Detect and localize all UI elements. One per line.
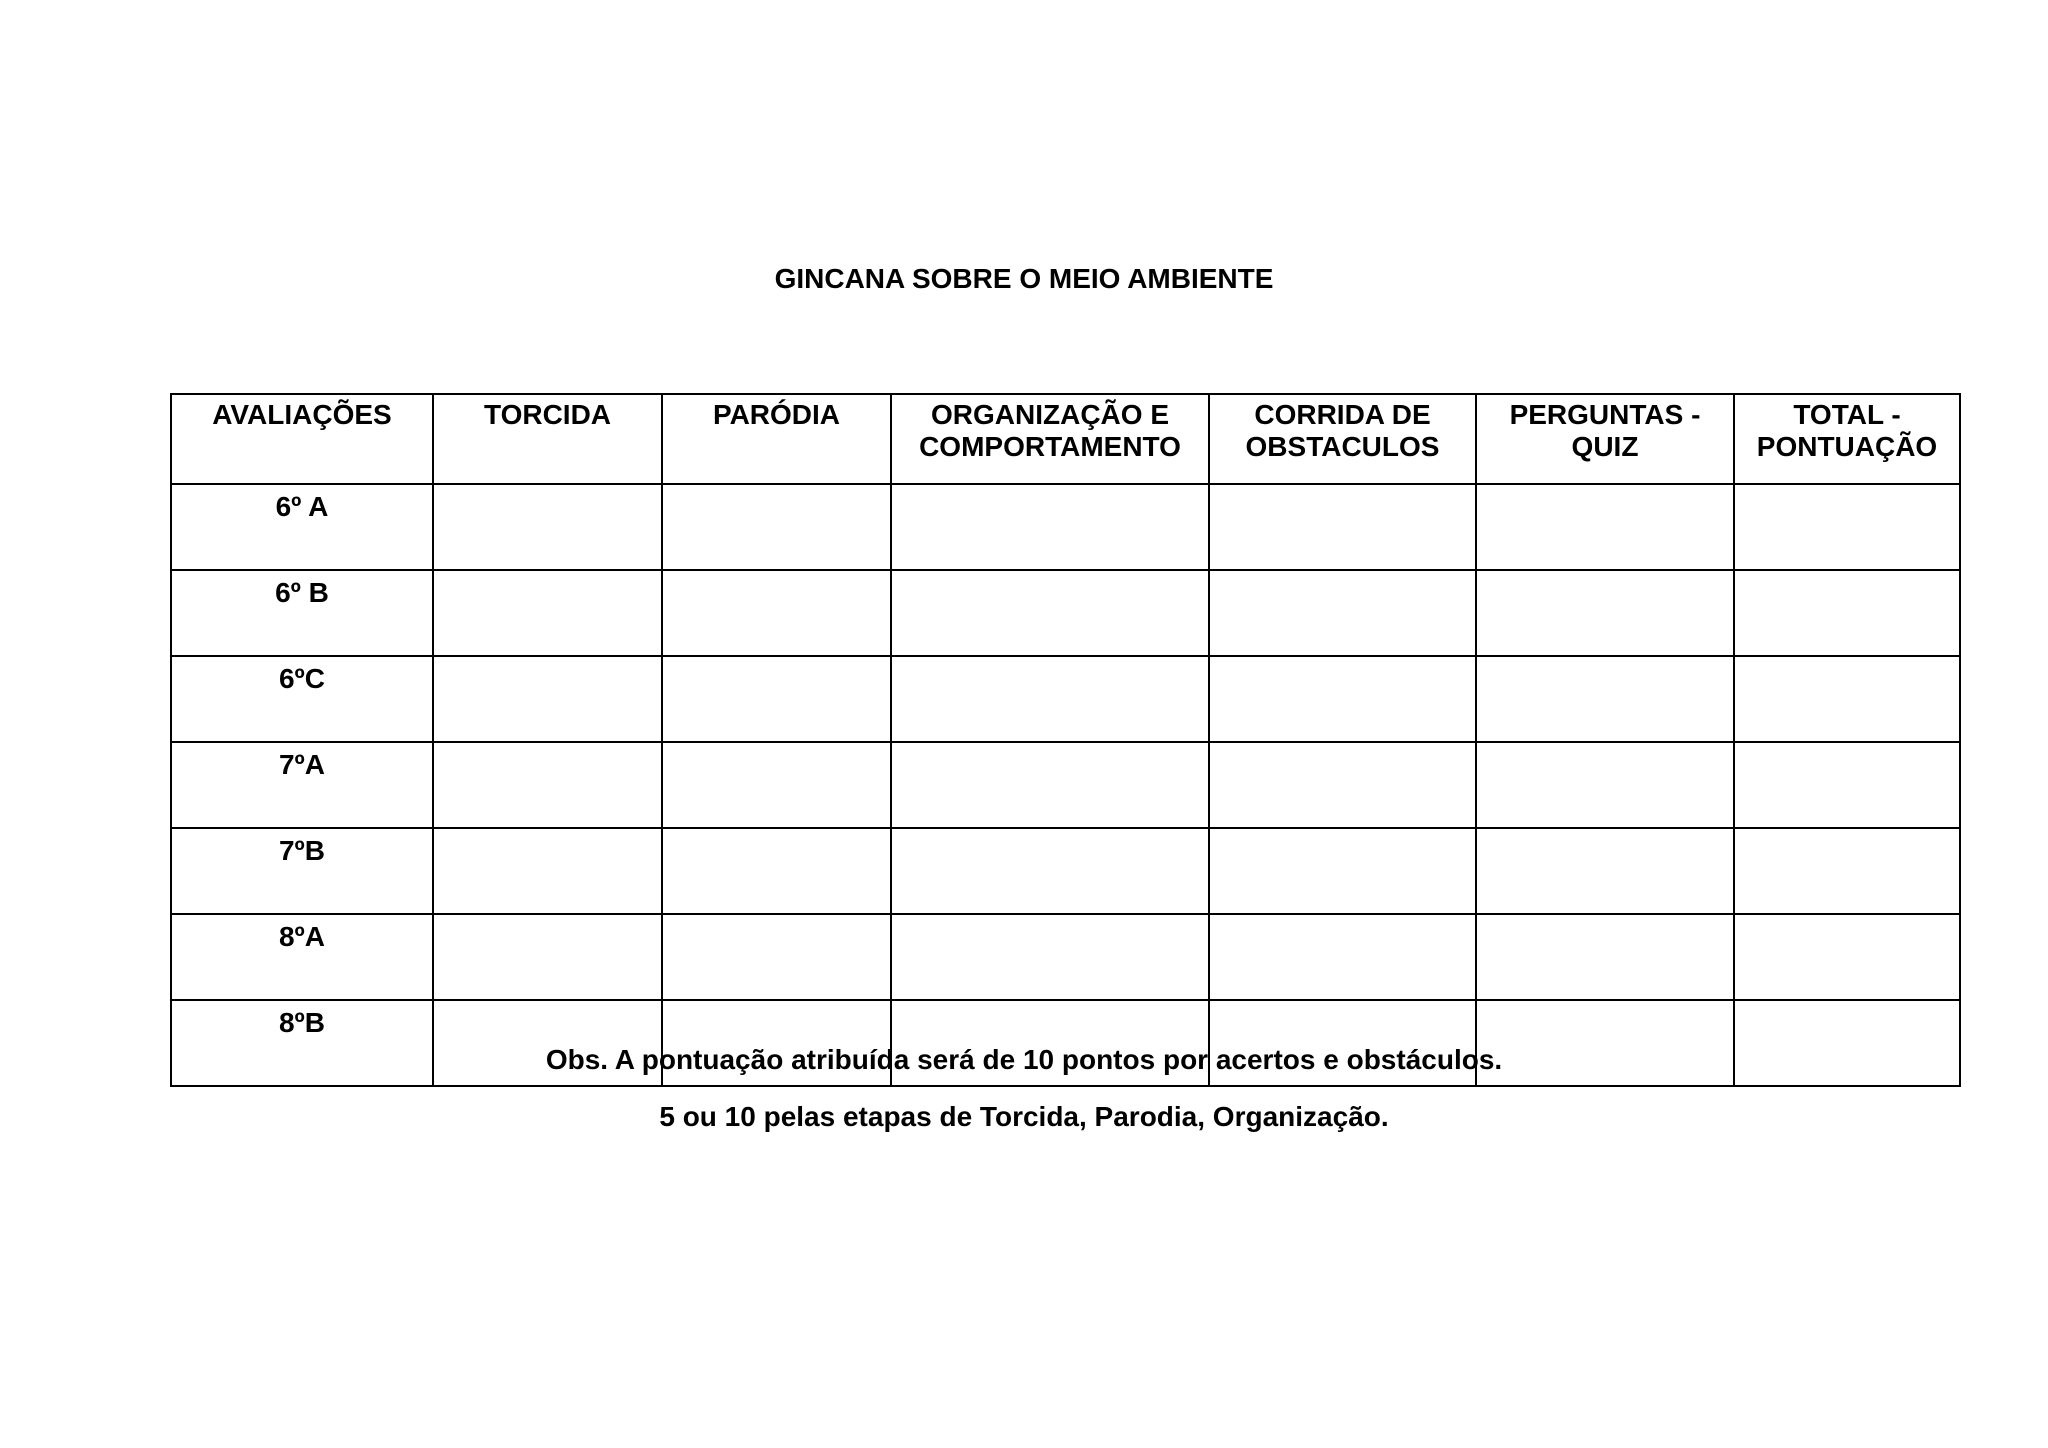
- score-cell[interactable]: [433, 914, 662, 1000]
- score-cell[interactable]: [1476, 570, 1734, 656]
- score-cell[interactable]: [1476, 914, 1734, 1000]
- header-corrida: CORRIDA DE OBSTACULOS: [1209, 394, 1476, 484]
- score-cell[interactable]: [1734, 484, 1960, 570]
- score-cell[interactable]: [1734, 570, 1960, 656]
- header-organizacao: ORGANIZAÇÃO E COMPORTAMENTO: [891, 394, 1209, 484]
- header-avaliacoes: AVALIAÇÕES: [171, 394, 433, 484]
- score-cell[interactable]: [891, 484, 1209, 570]
- score-cell[interactable]: [1476, 742, 1734, 828]
- score-cell[interactable]: [662, 484, 891, 570]
- score-cell[interactable]: [891, 914, 1209, 1000]
- score-cell[interactable]: [662, 742, 891, 828]
- score-cell[interactable]: [1734, 742, 1960, 828]
- scoring-note: Obs. A pontuação atribuída será de 10 pontos por acertos e obstáculos.: [545, 1044, 1503, 1075]
- score-cell[interactable]: [1209, 742, 1476, 828]
- score-cell[interactable]: [891, 828, 1209, 914]
- header-total: TOTAL - PONTUAÇÃO: [1734, 394, 1960, 484]
- table-row: [171, 484, 1960, 570]
- score-table: [170, 393, 1961, 1087]
- score-cell[interactable]: [662, 570, 891, 656]
- score-cell[interactable]: [1734, 656, 1960, 742]
- score-cell[interactable]: [1209, 484, 1476, 570]
- score-cell[interactable]: [433, 742, 662, 828]
- page-title: GINCANA SOBRE O MEIO AMBIENTE: [774, 263, 1274, 294]
- row-label: 8ºA: [171, 914, 433, 1000]
- row-label: 7ºA: [171, 742, 433, 828]
- row-label: 6º A: [171, 484, 433, 570]
- score-cell[interactable]: [1476, 484, 1734, 570]
- row-label: 6º B: [171, 570, 433, 656]
- row-label: 7ºB: [171, 828, 433, 914]
- score-cell[interactable]: [433, 828, 662, 914]
- score-cell[interactable]: [1734, 828, 1960, 914]
- score-cell[interactable]: [1734, 914, 1960, 1000]
- header-torcida: TORCIDA: [433, 394, 662, 484]
- table-row: [171, 570, 1960, 656]
- table-row: [171, 742, 1960, 828]
- row-label: 8ºB: [171, 1000, 433, 1086]
- table-row: [171, 656, 1960, 742]
- table-row: [171, 828, 1960, 914]
- score-cell[interactable]: [891, 656, 1209, 742]
- row-label: 6ºC: [171, 656, 433, 742]
- score-cell[interactable]: [891, 570, 1209, 656]
- table-row: [171, 914, 1960, 1000]
- score-cell[interactable]: [1476, 656, 1734, 742]
- score-cell[interactable]: [1476, 828, 1734, 914]
- score-cell[interactable]: [662, 914, 891, 1000]
- score-cell[interactable]: [662, 828, 891, 914]
- scoring-note-stages: 5 ou 10 pelas etapas de Torcida, Parodia, Organização.: [659, 1101, 1389, 1132]
- score-cell[interactable]: [1209, 656, 1476, 742]
- score-cell[interactable]: [891, 742, 1209, 828]
- header-parodia: PARÓDIA: [662, 394, 891, 484]
- score-cell[interactable]: [433, 656, 662, 742]
- score-cell[interactable]: [1209, 570, 1476, 656]
- score-cell[interactable]: [662, 656, 891, 742]
- header-perguntas: PERGUNTAS - QUIZ: [1476, 394, 1734, 484]
- score-cell[interactable]: [433, 484, 662, 570]
- score-cell[interactable]: [433, 570, 662, 656]
- header-row: [171, 394, 1960, 484]
- score-cell[interactable]: [1209, 828, 1476, 914]
- score-cell[interactable]: [1209, 914, 1476, 1000]
